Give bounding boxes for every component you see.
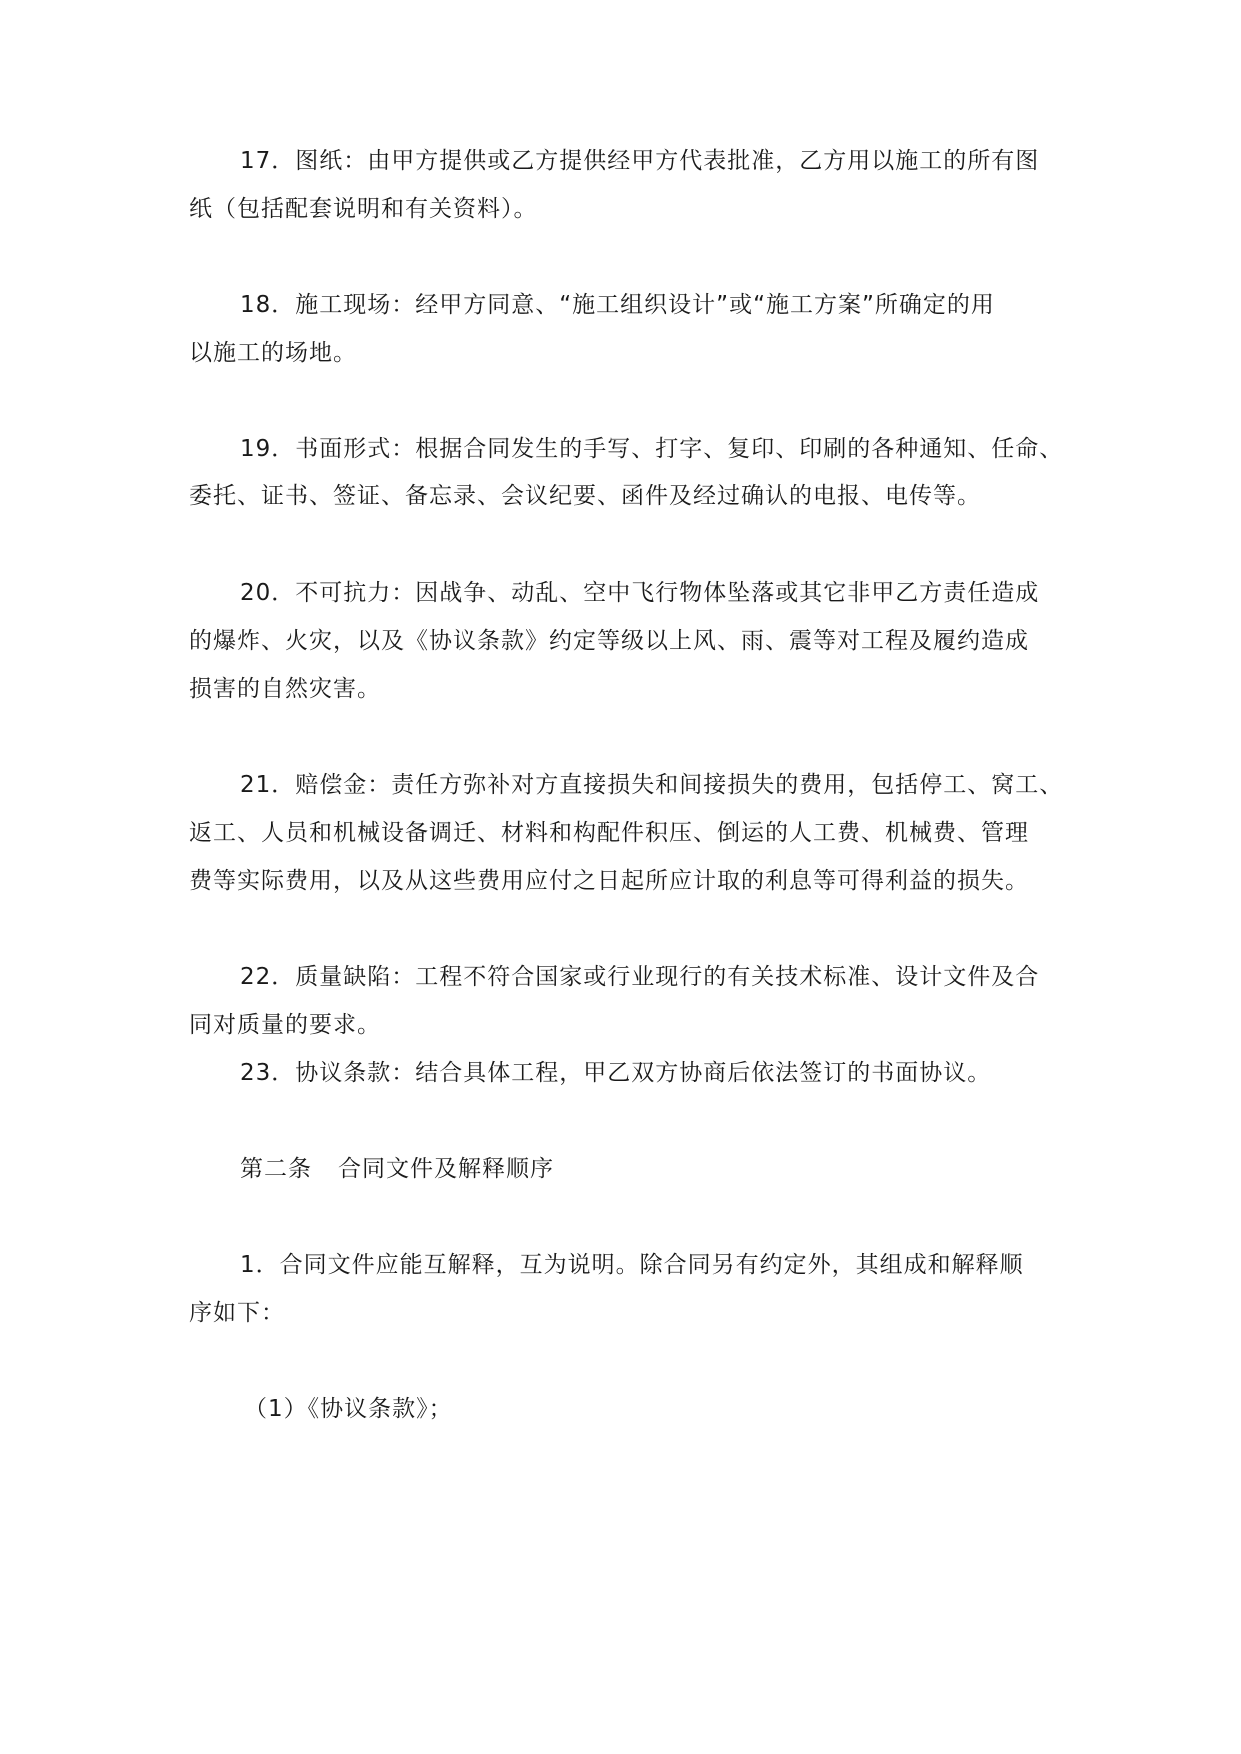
paragraph-20-line-1: 20．不可抗力：因战争、动乱、空中飞行物体坠落或其它非甲乙方责任造成 bbox=[240, 580, 1040, 606]
paragraph-20-line-3: 损害的自然灾害。 bbox=[189, 676, 381, 702]
clause-1-line-1: 1．合同文件应能互解释，互为说明。除合同另有约定外，其组成和解释顺 bbox=[240, 1252, 1024, 1278]
paragraph-21-line-1: 21．赔偿金：责任方弥补对方直接损失和间接损失的费用，包括停工、窝工、 bbox=[240, 772, 1064, 798]
clause-1-line-2: 序如下： bbox=[189, 1300, 285, 1326]
paragraph-18-line-2: 以施工的场地。 bbox=[189, 340, 357, 366]
paragraph-17-line-2: 纸（包括配套说明和有关资料）。 bbox=[189, 196, 538, 222]
paragraph-20-line-2: 的爆炸、火灾，以及《协议条款》约定等级以上风、雨、震等对工程及履约造成 bbox=[189, 628, 1029, 654]
paragraph-19-line-2: 委托、证书、签证、备忘录、会议纪要、函件及经过确认的电报、电传等。 bbox=[189, 483, 981, 509]
paragraph-17-line-1: 17．图纸：由甲方提供或乙方提供经甲方代表批准，乙方用以施工的所有图 bbox=[240, 148, 1040, 174]
paragraph-21-line-3: 费等实际费用，以及从这些费用应付之日起所应计取的利息等可得利益的损失。 bbox=[189, 868, 1029, 894]
section-title: 合同文件及解释顺序 bbox=[338, 1156, 554, 1182]
section-heading bbox=[240, 1154, 1110, 1184]
paragraph-22-line-2: 同对质量的要求。 bbox=[189, 1012, 381, 1038]
paragraph-19-line-1: 19．书面形式：根据合同发生的手写、打字、复印、印刷的各种通知、任命、 bbox=[240, 436, 1064, 462]
paragraph-18-line-1: 18．施工现场：经甲方同意、“施工组织设计”或“施工方案”所确定的用 bbox=[240, 292, 995, 318]
paragraph-22-line-1: 22．质量缺陷：工程不符合国家或行业现行的有关技术标准、设计文件及合 bbox=[240, 964, 1040, 990]
paragraph-23-line-1: 23．协议条款：结合具体工程，甲乙双方协商后依法签订的书面协议。 bbox=[240, 1060, 992, 1086]
list-item-1: （1）《协议条款》； bbox=[244, 1396, 453, 1422]
paragraph-21-line-2: 返工、人员和机械设备调迁、材料和构配件积压、倒运的人工费、机械费、管理 bbox=[189, 820, 1029, 846]
section-number: 第二条 bbox=[240, 1156, 312, 1182]
